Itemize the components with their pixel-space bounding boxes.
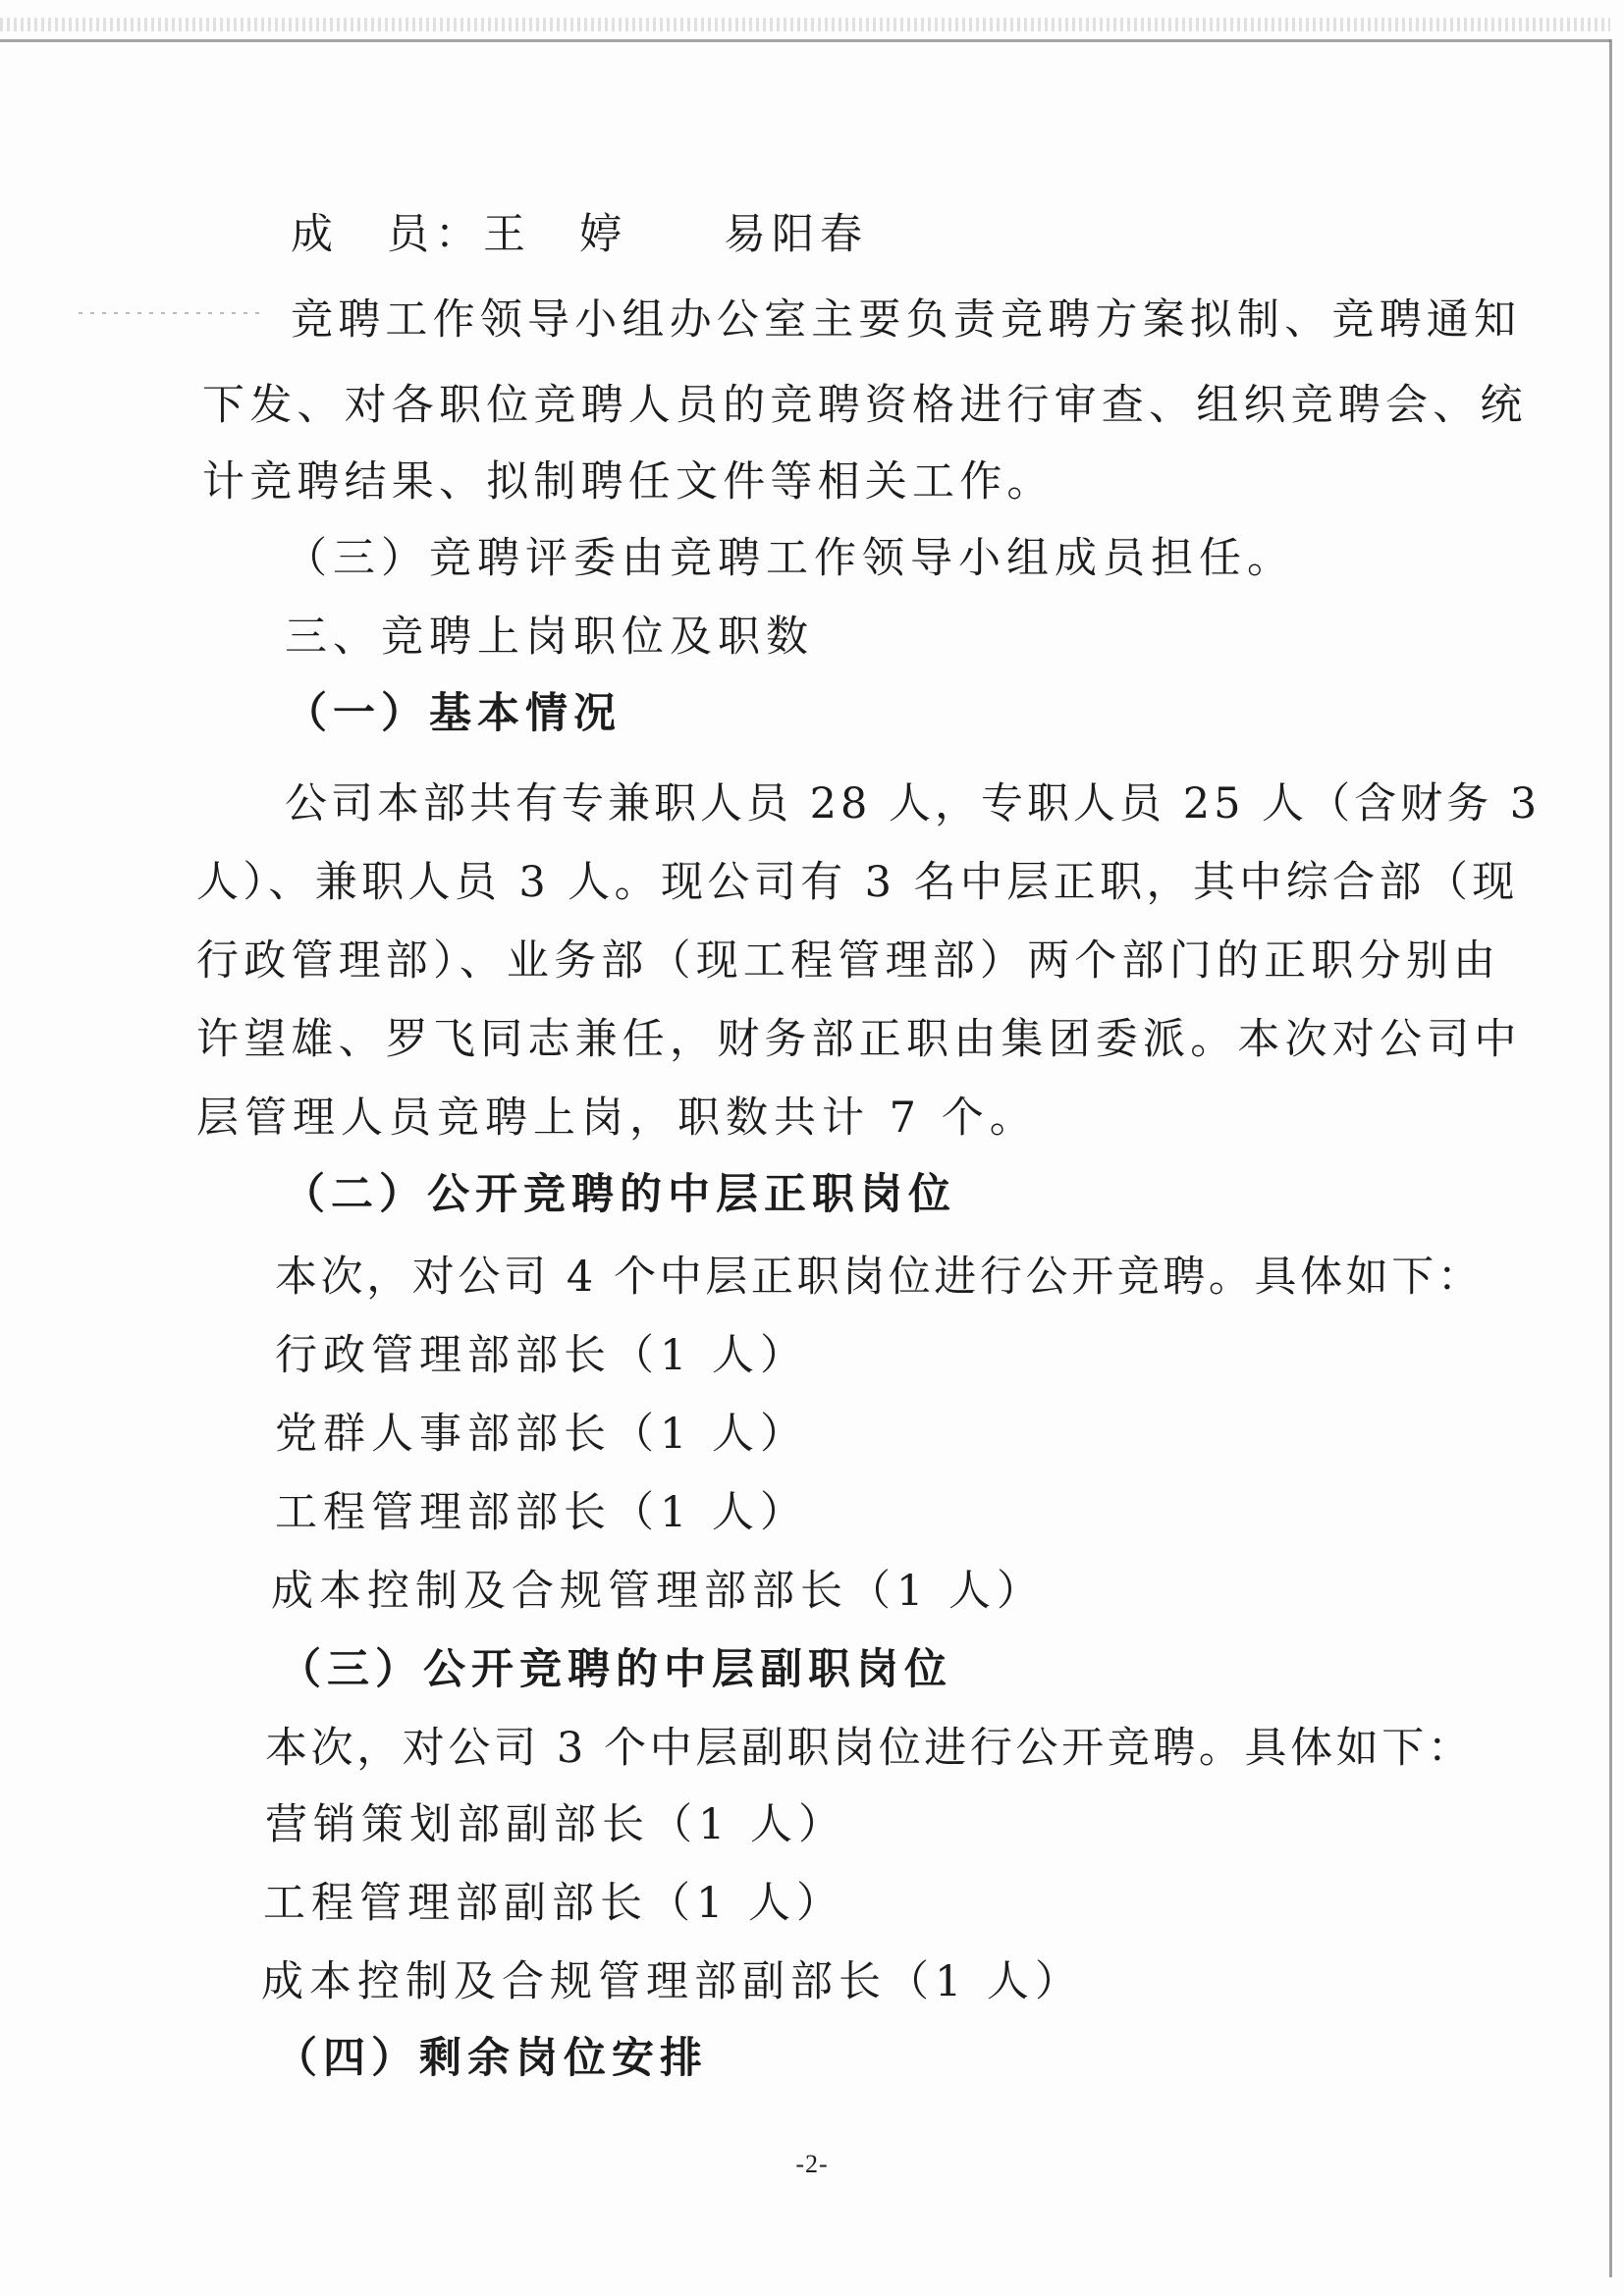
paragraph-line: 计竞聘结果、拟制聘任文件等相关工作。 bbox=[202, 457, 1055, 507]
position-item: 工程管理部部长（1 人） bbox=[275, 1488, 809, 1537]
position-item: 成本控制及合规管理部副部长（1 人） bbox=[261, 1957, 1084, 2006]
position-item: 营销策划部副部长（1 人） bbox=[265, 1800, 847, 1849]
scan-artifact-right-edge bbox=[1609, 39, 1612, 2277]
subsection-heading: （四）剩余岗位安排 bbox=[275, 2034, 708, 2083]
position-item: 成本控制及合规管理部部长（1 人） bbox=[271, 1567, 1046, 1616]
position-item: 行政管理部部长（1 人） bbox=[275, 1331, 809, 1380]
paragraph-line: （三）竞聘评委由竞聘工作领导小组成员担任。 bbox=[285, 534, 1295, 583]
scan-artifact-line bbox=[0, 39, 1610, 42]
paragraph-line: 公司本部共有专兼职人员 28 人，专职人员 25 人（含财务 3 bbox=[285, 779, 1542, 828]
members-line: 成 员：王 婷 易阳春 bbox=[291, 210, 868, 259]
paragraph-line: 下发、对各职位竞聘人员的竞聘资格进行审查、组织竞聘会、统 bbox=[202, 381, 1528, 430]
page-number: -2- bbox=[795, 2150, 829, 2178]
paragraph-line: 许望雄、罗飞同志兼任，财务部正职由集团委派。本次对公司中 bbox=[196, 1015, 1522, 1064]
scan-artifact-top bbox=[0, 18, 1610, 31]
subsection-heading: （一）基本情况 bbox=[285, 689, 622, 738]
paragraph-line: 本次，对公司 4 个中层正职岗位进行公开竞聘。具体如下： bbox=[275, 1253, 1484, 1302]
paragraph-line: 人）、兼职人员 3 人。现公司有 3 名中层正职，其中综合部（现 bbox=[196, 858, 1519, 907]
position-item: 党群人事部部长（1 人） bbox=[275, 1410, 809, 1459]
scan-artifact-dots bbox=[79, 312, 265, 314]
section-heading: 三、竞聘上岗职位及职数 bbox=[285, 613, 814, 662]
paragraph-line: 本次，对公司 3 个中层副职岗位进行公开竞聘。具体如下： bbox=[265, 1724, 1474, 1773]
subsection-heading: （三）公开竞聘的中层副职岗位 bbox=[279, 1645, 952, 1694]
paragraph-line: 层管理人员竞聘上岗，职数共计 7 个。 bbox=[196, 1094, 1038, 1143]
subsection-heading: （二）公开竞聘的中层正职岗位 bbox=[283, 1170, 956, 1219]
paragraph-line: 行政管理部）、业务部（现工程管理部）两个部门的正职分别由 bbox=[196, 936, 1501, 986]
position-item: 工程管理部副部长（1 人） bbox=[263, 1879, 845, 1928]
paragraph-line: 竞聘工作领导小组办公室主要负责竞聘方案拟制、竞聘通知 bbox=[291, 295, 1522, 345]
